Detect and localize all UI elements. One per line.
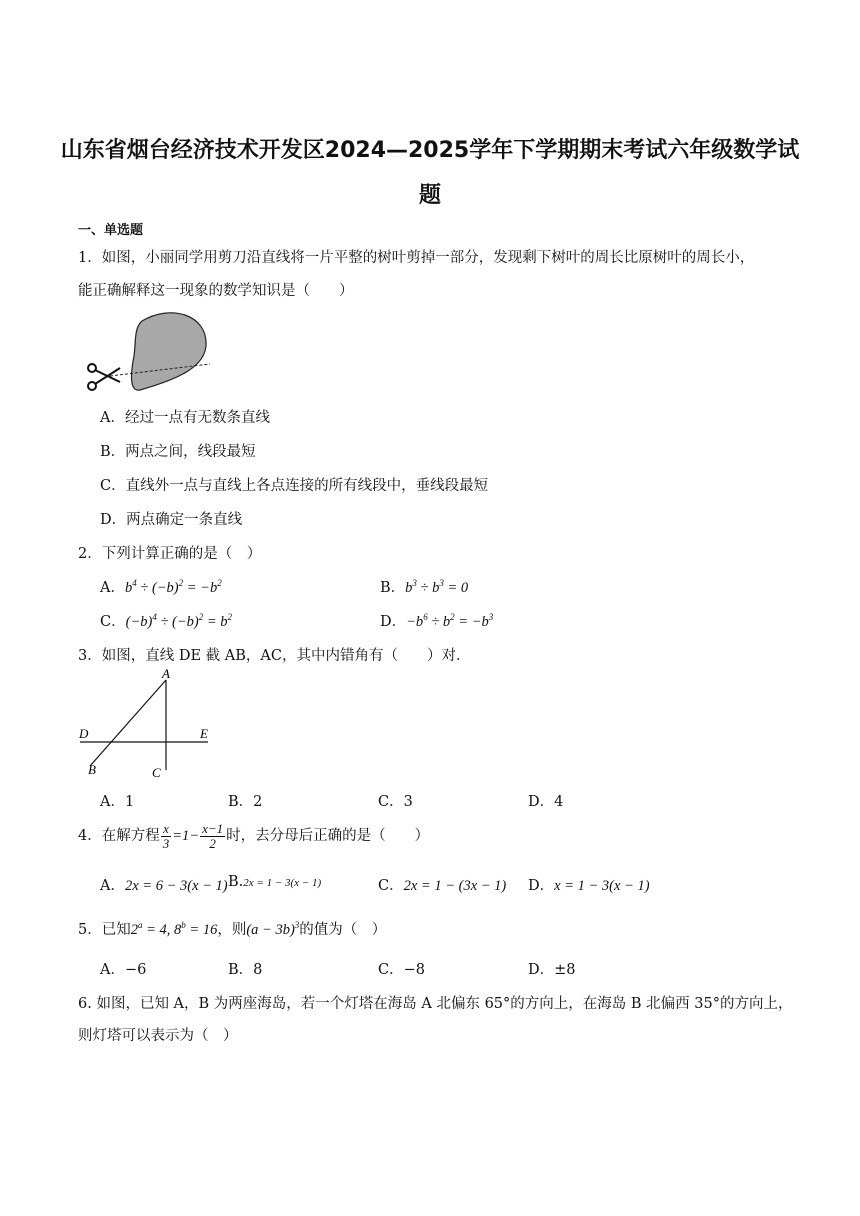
- q5-given: $2^a = 4$, $8^b = 16$: [130, 920, 218, 938]
- q4-stem-post: 时，去分母后正确的是（ ）: [226, 828, 430, 845]
- q2-option-a: [100, 576, 222, 597]
- q5-stem: [78, 918, 386, 939]
- q5-option-a: A．−6: [100, 962, 147, 978]
- label-a: A: [162, 666, 170, 681]
- q2-option-d-label: D．: [380, 614, 407, 630]
- q5-option-b: B．8: [228, 962, 263, 978]
- label-e: E: [200, 726, 208, 741]
- label-d: D: [79, 726, 89, 741]
- q2-option-b-expr: $b^3 \div b^3 = 0$: [405, 578, 469, 596]
- q5-option-d: D．±8: [528, 962, 576, 978]
- q4-frac-xminus1-over-2: $\frac{x-1}{2}$: [202, 821, 224, 851]
- q4-option-b-expr: 2x = 1 − 3(x − 1): [243, 877, 322, 889]
- q2-option-c-expr: $(-b)^4 \div (-b)^2 = b^2$: [125, 612, 233, 630]
- q4-stem: [78, 822, 429, 850]
- q4-equals-one: =1−: [172, 828, 200, 845]
- q4-option-a-expr: 2x = 6 − 3(x − 1): [124, 878, 228, 894]
- q3-option-d: D．4: [528, 794, 564, 810]
- q1-option-d: D．两点确定一条直线: [100, 512, 243, 528]
- q1-option-a: A．经过一点有无数条直线: [100, 410, 270, 426]
- q5-expression: $(a - 3b)^3$: [246, 920, 300, 938]
- q4-option-c-expr: 2x = 1 − (3x − 1): [403, 878, 507, 894]
- exam-title-line2: 题: [418, 183, 441, 208]
- q4-option-c: [378, 874, 506, 895]
- q3-option-b: B．2: [228, 794, 263, 810]
- q4-frac-x-over-3: $\frac{x}{3}$: [162, 821, 170, 851]
- line-ab: [90, 680, 166, 766]
- q2-stem: 2．下列计算正确的是（ ）: [78, 546, 262, 562]
- q4-option-b-label: B.: [228, 874, 244, 890]
- q5-stem-post: 的值为（ ）: [299, 922, 387, 938]
- q4-option-d: [528, 874, 650, 895]
- q2-option-b: [380, 576, 468, 597]
- label-c: C: [152, 765, 161, 778]
- q5-stem-pre: 5．已知: [78, 922, 131, 938]
- q3-stem: 3．如图，直线 DE 截 AB，AC，其中内错角有（ ）对．: [78, 648, 471, 664]
- q4-option-c-label: C．: [378, 878, 404, 894]
- leaf-scissors-figure: [80, 306, 215, 398]
- q2-option-c: [100, 610, 232, 631]
- label-b: B: [88, 762, 96, 777]
- q3-option-c: C．3: [378, 794, 413, 810]
- q2-option-d-expr: $-b^6 \div b^2 = -b^3$: [406, 612, 494, 630]
- q1-option-b: B．两点之间，线段最短: [100, 444, 256, 460]
- q6-stem-line2: 则灯塔可以表示为（ ）: [78, 1028, 238, 1044]
- q5-stem-mid: ，则: [217, 922, 247, 938]
- section-heading-single-choice: 一、单选题: [78, 223, 144, 238]
- q2-option-b-label: B．: [380, 580, 406, 596]
- q1-stem-line2: 能正确解释这一现象的数学知识是（ ）: [78, 283, 354, 299]
- q2-option-c-label: C．: [100, 614, 126, 630]
- q2-option-a-label: A．: [100, 580, 125, 596]
- scissors-icon: [88, 364, 120, 390]
- leaf-shape: [132, 313, 207, 390]
- q2-option-d: [380, 610, 493, 631]
- q4-option-a: [100, 874, 228, 895]
- q4-option-b: [228, 874, 321, 890]
- q4-option-a-label: A．: [100, 878, 125, 894]
- q4-option-d-label: D．: [528, 878, 555, 894]
- q3-geometry-figure: [76, 666, 212, 778]
- q2-option-a-expr: $b^4 \div (-b)^2 = -b^2$: [124, 578, 222, 596]
- q4-option-d-expr: x = 1 − 3(x − 1): [554, 878, 650, 894]
- q3-option-a: A．1: [100, 794, 135, 810]
- q1-stem-line1: 1．如图，小丽同学用剪刀沿直线将一片平整的树叶剪掉一部分，发现剩下树叶的周长比原树叶的周长小，: [78, 250, 755, 266]
- q4-stem-pre: 4．在解方程: [78, 828, 160, 845]
- q5-option-c: C．−8: [378, 962, 425, 978]
- q6-stem-line1: 6. 如图，已知 A，B 为两座海岛，若一个灯塔在海岛 A 北偏东 65°的方向上，在海岛 B 北偏西 35°的方向上，: [78, 996, 793, 1012]
- q1-option-c: C．直线外一点与直线上各点连接的所有线段中，垂线段最短: [100, 478, 489, 494]
- exam-title-line1: 山东省烟台经济技术开发区2024—2025学年下学期期末考试六年级数学试: [60, 138, 800, 163]
